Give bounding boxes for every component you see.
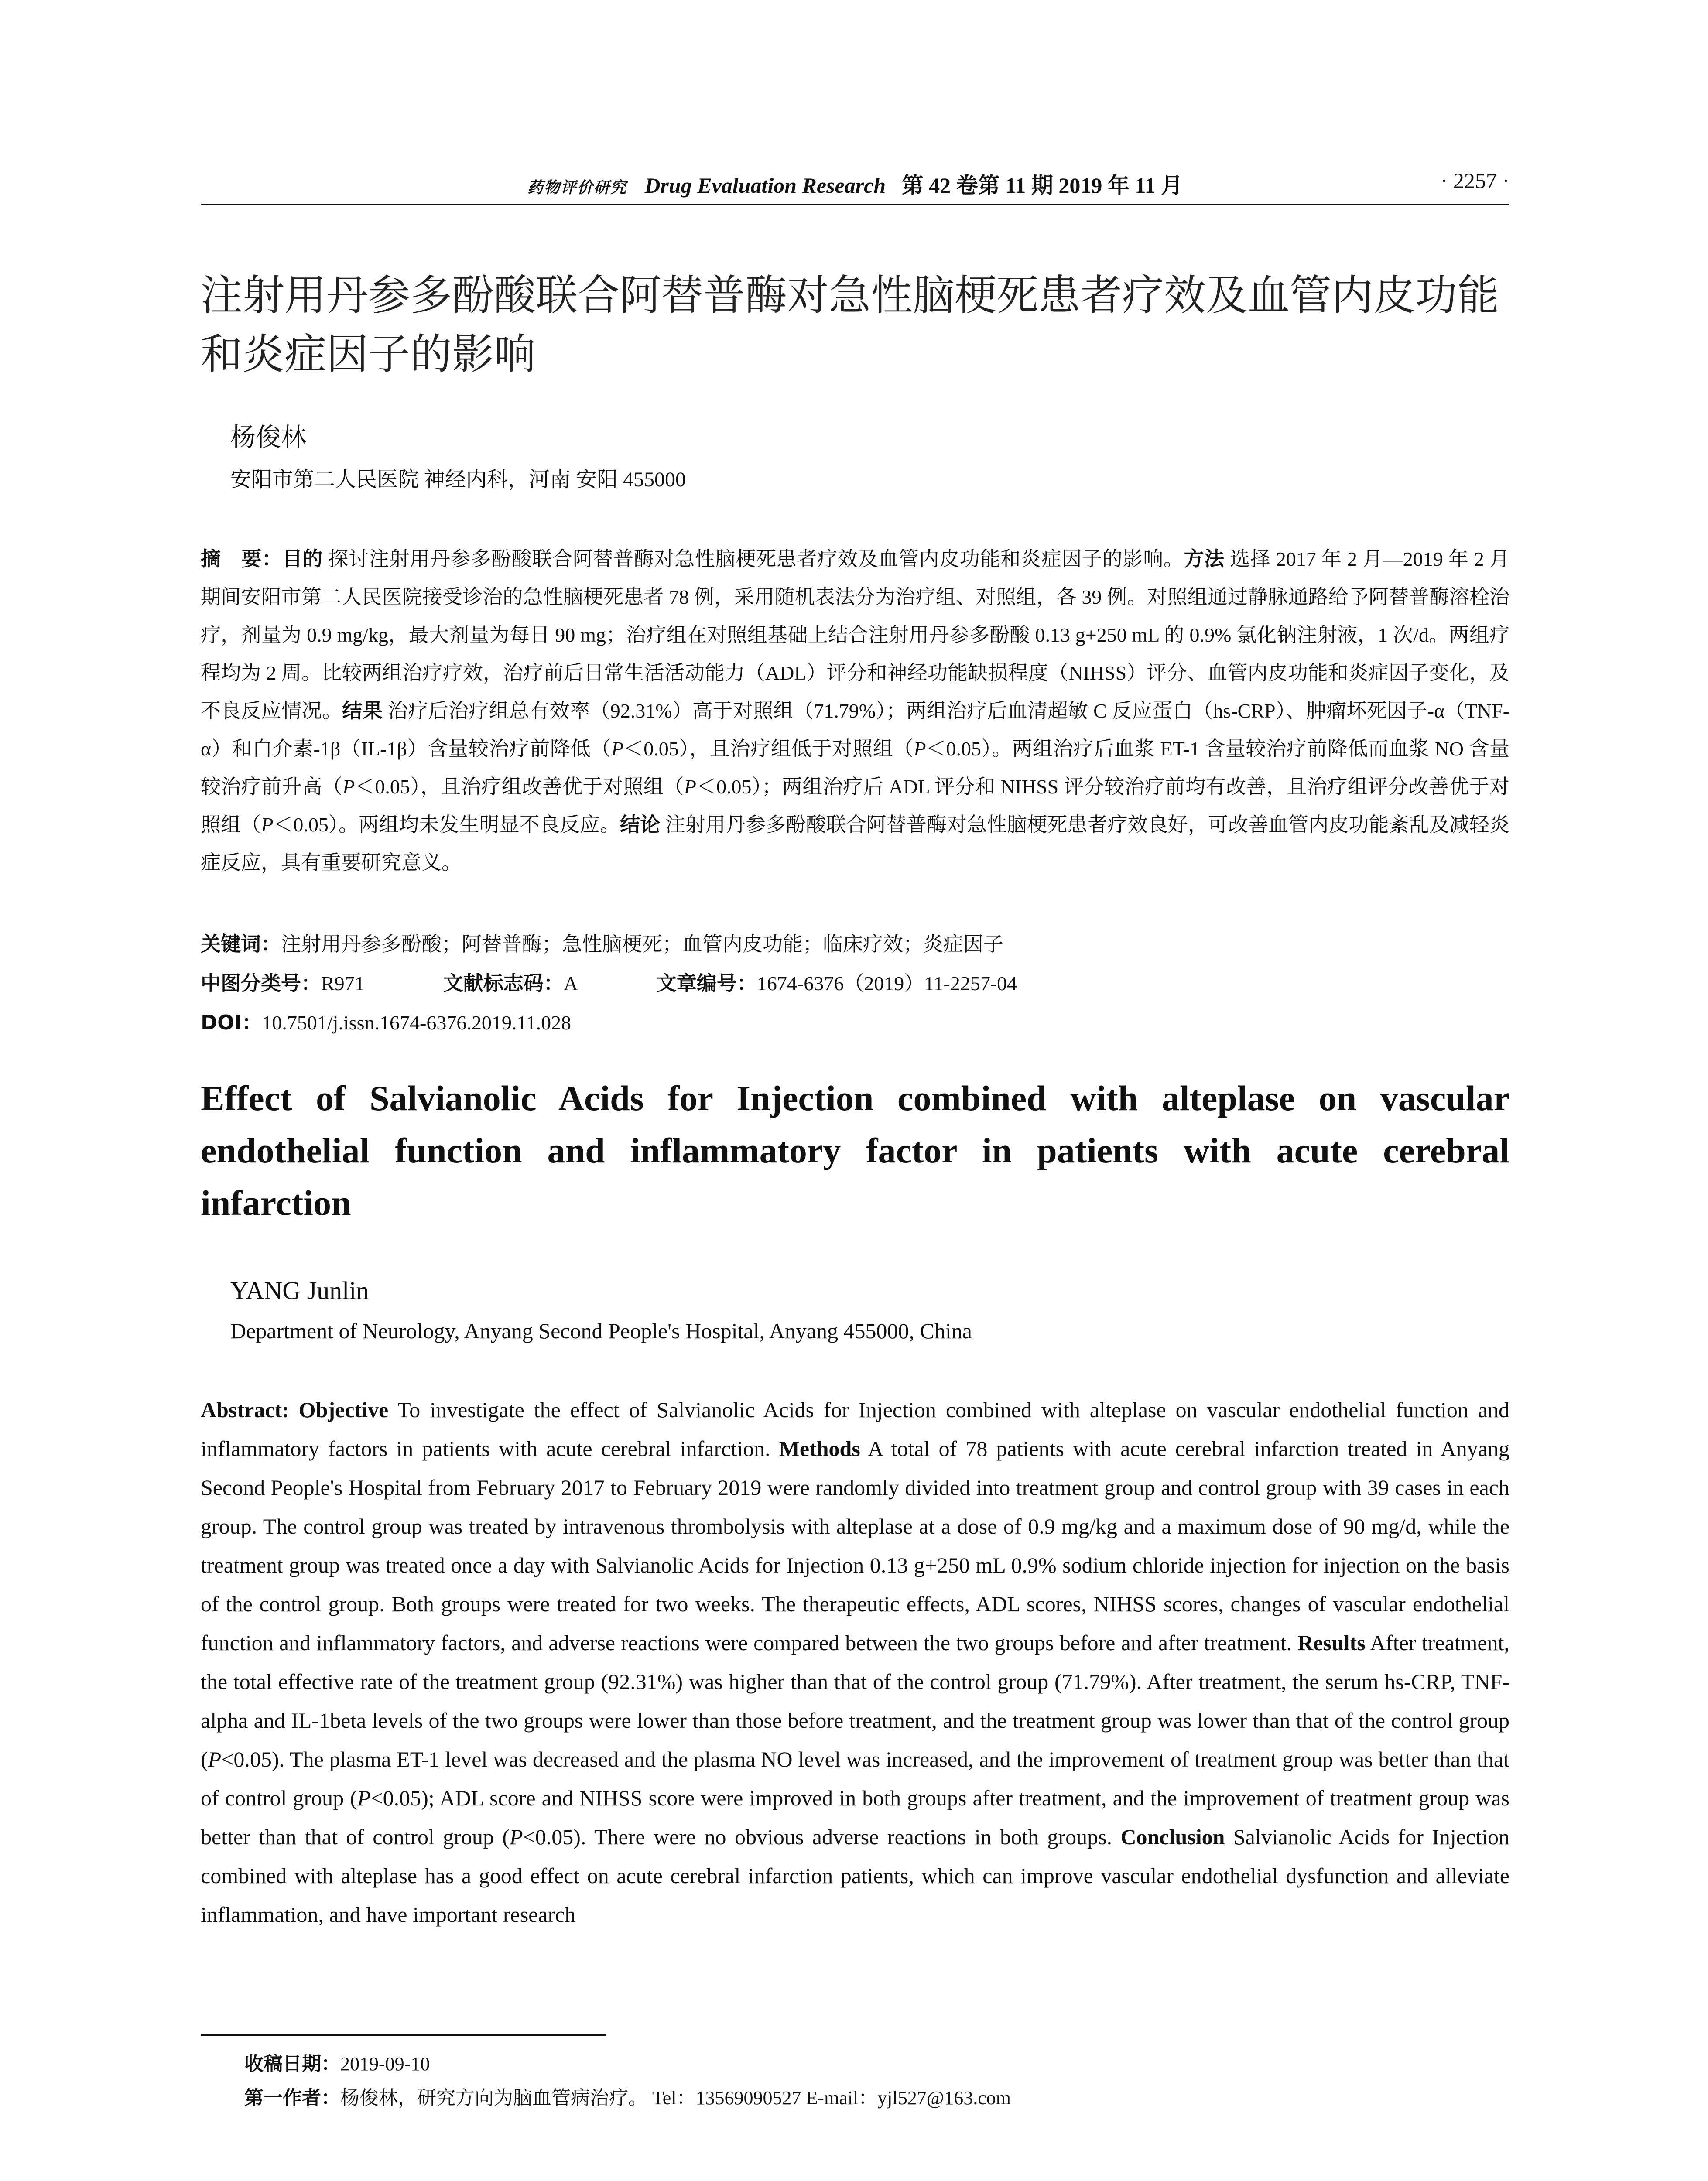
en-results-text-part: After treatment, the total effective rate of the treatment group (92.31%) was higher than that of the control group (71.79%). After treatment, the serum hs-CRP, TNF-alpha and IL-1beta levels of the two groups were lower than those before treatment, and the treatment group was lower than that of the control group ( [201,1631,1510,1771]
results-text-part: ＜0.05），且治疗组改善优于对照组（ [355,776,684,798]
english-title: Effect of Salvianolic Acids for Injection combined with alteplase on vascular endothelial function and inflammatory factor in patients with acute cerebral infarction [201,1078,1509,1223]
objective-text: 探讨注射用丹参多酚酸联合阿替普酶对急性脑梗死患者疗效及血管内皮功能和炎症因子的影响。 [328,548,1184,570]
keywords: 注射用丹参多酚酸；阿替普酶；急性脑梗死；血管内皮功能；临床疗效；炎症因子 [281,933,1003,955]
doc-code-label: 文献标志码： [443,971,564,995]
en-results-text [201,1631,1509,1849]
journal-name: Drug Evaluation Research [644,173,886,198]
en-results-text-part: <0.05). There were no obvious adverse reactions in both groups. [523,1825,1121,1849]
results-text-part: ＜0.05）。两组均未发生明显不良反应。 [273,814,620,836]
p-value-symbol: P [510,1825,523,1849]
received-label: 收稿日期： [244,2053,340,2075]
p-value-symbol: P [914,738,926,760]
chinese-abstract [201,540,1509,882]
first-author-info: 杨俊林，研究方向为脑血管病治疗。 Tel：13569090527 E-mail：yjl527@163.com [340,2087,1011,2109]
doi-value: 10.7501/j.issn.1674-6376.2019.11.028 [262,1012,572,1034]
p-value-symbol: P [208,1747,222,1771]
p-value-symbol: P [261,814,274,836]
received-date-line [244,2048,430,2076]
results-text-part: ＜0.05）；两组治疗后 ADL 评分和 NIHSS 评分较治疗前均有改善，且治疗组评分改善优于对照组（ [201,776,1510,836]
clc-value: R971 [321,972,365,995]
results-text-part: ＜0.05），且治疗组低于对照组（ [623,738,914,760]
running-header-center [201,168,1509,199]
article-no-label: 文章编号： [656,971,757,995]
abstract-label: 摘 要： [201,547,282,571]
results-text-part: ＜0.05）。两组治疗后血浆 ET-1 含量较治疗前降低而血浆 NO 含量较治疗前升高（ [201,738,1509,798]
results-label: 结果 [342,699,383,722]
keywords-label: 关键词： [201,932,281,956]
conclusion-label: 结论 [620,813,661,836]
en-results-text-part: <0.05). The plasma ET-1 level was decreased and the plasma NO level was increased, and the improvement of treatment group was better than that of control group ( [201,1747,1509,1810]
en-objective-label: Objective [298,1398,389,1422]
running-header [201,168,1509,203]
english-affiliation: Department of Neurology, Anyang Second People's Hospital, Anyang 455000, China [230,1319,972,1343]
en-conclusion-label: Conclusion [1120,1825,1225,1849]
classification-line [201,967,1017,996]
keywords-line [201,928,1003,957]
doi-line [201,1007,571,1036]
en-methods-label: Methods [779,1436,860,1461]
en-results-text-part: <0.05); ADL score and NIHSS score were improved in both groups after treatment, and the improvement of treatment group was better than that of control group ( [201,1786,1510,1849]
english-abstract [201,1391,1509,1934]
chinese-title: 注射用丹参多酚酸联合阿替普酶对急性脑梗死患者疗效及血管内皮功能和炎症因子的影响 [201,271,1499,379]
p-value-symbol: P [611,738,624,760]
objective-label: 目的 [282,547,323,571]
clc-label: 中图分类号： [201,971,321,995]
chinese-author: 杨俊林 [230,423,307,451]
first-author-line [244,2082,1011,2110]
journal-logo: 药物评价研究 [527,178,627,197]
page-number: · 2257 · [1440,168,1509,193]
first-author-label: 第一作者： [244,2087,340,2109]
p-value-symbol: P [684,776,696,798]
doi-label: DOI： [201,1011,262,1034]
methods-label: 方法 [1184,547,1225,571]
journal-issue: 第 42 卷第 11 期 2019 年 11 月 [901,173,1183,198]
received-date: 2019-09-10 [340,2053,430,2075]
results-text-part: 治疗后治疗组总有效率（92.31%）高于对照组（71.79%）；两组治疗后血清超敏 C 反应蛋白（hs-CRP）、肿瘤坏死因子-α（TNF-α）和白介素-1β（IL-1β）含量较治疗前降低（ [201,700,1510,760]
en-conclusion-text: Salvianolic Acids for Injection combined with alteplase has a good effect on acute cerebral infarction patients, which can improve vascular endothelial dysfunction and alleviate inflammation, and have important research [201,1825,1509,1927]
doc-code-value: A [563,972,578,995]
en-objective-text: To investigate the effect of Salvianolic Acids for Injection combined with alteplase on vascular endothelial function and inflammatory factors in patients with acute cerebral infarction. [201,1398,1509,1461]
footnote-rule [201,2034,606,2036]
p-value-symbol: P [342,776,355,798]
p-value-symbol: P [357,1786,371,1810]
conclusion-text: 注射用丹参多酚酸联合阿替普酶对急性脑梗死患者疗效良好，可改善血管内皮功能紊乱及减轻炎症反应，具有重要研究意义。 [201,814,1510,874]
english-author: YANG Junlin [230,1276,369,1305]
article-no-value: 1674-6376（2019）11-2257-04 [756,972,1017,995]
methods-text: 选择 2017 年 2 月—2019 年 2 月期间安阳市第二人民医院接受诊治的急性脑梗死患者 78 例，采用随机表法分为治疗组、对照组，各 39 例。对照组通过静脉通路给予阿替普酶溶栓治疗，剂量为 0.9 mg/kg，最大剂量为每日 90 mg；治疗组在对照组基础上结合注射用丹参多酚酸 0.13 g+250 mL 的 0.9% 氯化钠注射液，1 次/d。两组疗程均为 2 周。比较两组治疗疗效，治疗前后日常生活活动能力（ADL）评分和神经功能缺损程度（NIHSS）评分、血管内皮功能和炎症因子变化，及不良反应情况。 [201,548,1510,722]
en-methods-text: A total of 78 patients with acute cerebral infarction treated in Anyang Second People's Hospital from February 2017 to February 2019 were randomly divided into treatment group and control group with 39 cases in each group. The control group was treated by intravenous thrombolysis with alteplase at a dose of 0.9 mg/kg and a maximum dose of 90 mg/d, while the treatment group was treated once a day with Salvianolic Acids for Injection 0.13 g+250 mL 0.9% sodium chloride injection for injection on the basis of the control group. Both groups were treated for two weeks. The therapeutic effects, ADL scores, NIHSS scores, changes of vascular endothelial function and inflammatory factors, and adverse reactions were compared between the two groups before and after treatment. [201,1436,1509,1655]
en-abstract-label: Abstract: [201,1398,289,1422]
en-results-label: Results [1297,1631,1366,1655]
header-rule [201,204,1509,205]
chinese-affiliation: 安阳市第二人民医院 神经内科，河南 安阳 455000 [230,468,686,491]
